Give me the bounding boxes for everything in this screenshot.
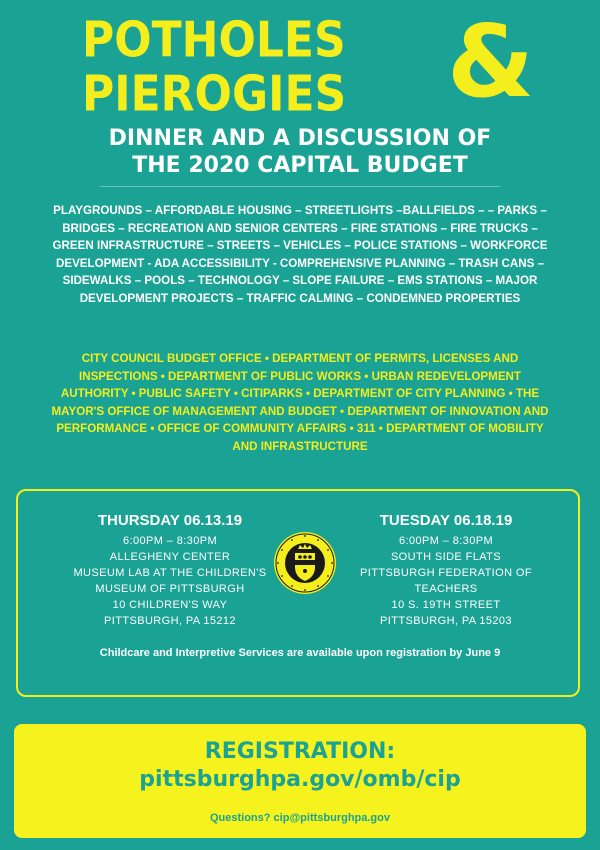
event-tuesday	[326, 511, 566, 629]
event-city: PITTSBURGH, PA 15203	[380, 615, 512, 627]
event-venue: MUSEUM LAB AT THE CHILDREN'S	[73, 567, 267, 579]
title-ampersand: &	[447, 3, 535, 120]
subtitle-line-1: DINNER AND A DISCUSSION OF	[108, 126, 492, 151]
event-city: PITTSBURGH, PA 15212	[104, 615, 236, 627]
event-venue: SOUTH SIDE FLATS	[390, 551, 502, 563]
title-line-1: POTHOLES	[82, 11, 346, 69]
budget-topics: PLAYGROUNDS – AFFORDABLE HOUSING – STREETLIGHTS –BALLFIELDS – – PARKS – BRIDGES – RECREATION AND SENIOR CENTERS – FIRE STATIONS – FIRE TRUCKS – GREEN INFRASTRUCTURE – STREETS – VEHICLES – POLICE STATIONS – WORKFORCE DEVELOPMENT - ADA ACCESSIBILITY - COMPREHENSIVE PLANNING – TRASH CANS – SIDEWALKS – POOLS – TECHNOLOGY – SLOPE FAILURE – EMS STATIONS – MAJOR DEVELOPMENT PROJECTS – TRAFFIC CALMING – CONDEMNED PROPERTIES	[52, 204, 548, 305]
event-day: THURSDAY 06.13.19	[97, 512, 243, 529]
childcare-notice: Childcare and Interpretive Services are available upon registration by June 9	[99, 647, 501, 659]
questions-email[interactable]: Questions? cip@pittsburghpa.gov	[209, 812, 390, 824]
event-venue: TEACHERS	[414, 583, 478, 595]
event-time: 6:00PM – 8:30PM	[122, 535, 218, 547]
event-address: 10 S. 19TH STREET	[391, 599, 501, 611]
registration-link[interactable]: pittsburghpa.gov/omb/cip	[139, 767, 461, 792]
title-line-2: PIEROGIES	[82, 65, 347, 123]
poster-header	[0, 0, 600, 130]
subtitle-line-2: THE 2020 CAPITAL BUDGET	[132, 153, 468, 178]
event-venue: ALLEGHENY CENTER	[109, 551, 231, 563]
event-venue: PITTSBURGH FEDERATION OF	[360, 567, 532, 579]
event-venue: MUSEUM OF PITTSBURGH	[95, 583, 245, 595]
divider	[100, 186, 500, 187]
event-day: TUESDAY 06.18.19	[379, 512, 513, 529]
registration-title: REGISTRATION:	[204, 739, 396, 764]
subtitle	[0, 125, 600, 179]
event-thursday	[50, 511, 290, 629]
registration-box	[14, 724, 586, 838]
event-address: 10 CHILDREN'S WAY	[112, 599, 228, 611]
participating-departments: CITY COUNCIL BUDGET OFFICE • DEPARTMENT OF PERMITS, LICENSES AND INSPECTIONS • DEPARTMENT OF PUBLIC WORKS • URBAN REDEVELOPMENT AUTHORITY • PUBLIC SAFETY • CITIPARKS • DEPARTMENT OF CITY PLANNING • THE MAYOR'S OFFICE OF MANAGEMENT AND BUDGET • DEPARTMENT OF INNOVATION AND PERFORMANCE • OFFICE OF COMMUNITY AFFAIRS • 311 • DEPARTMENT OF MOBILITY AND INFRASTRUCTURE	[51, 352, 549, 453]
event-time: 6:00PM – 8:30PM	[398, 535, 494, 547]
events-box	[16, 489, 580, 697]
